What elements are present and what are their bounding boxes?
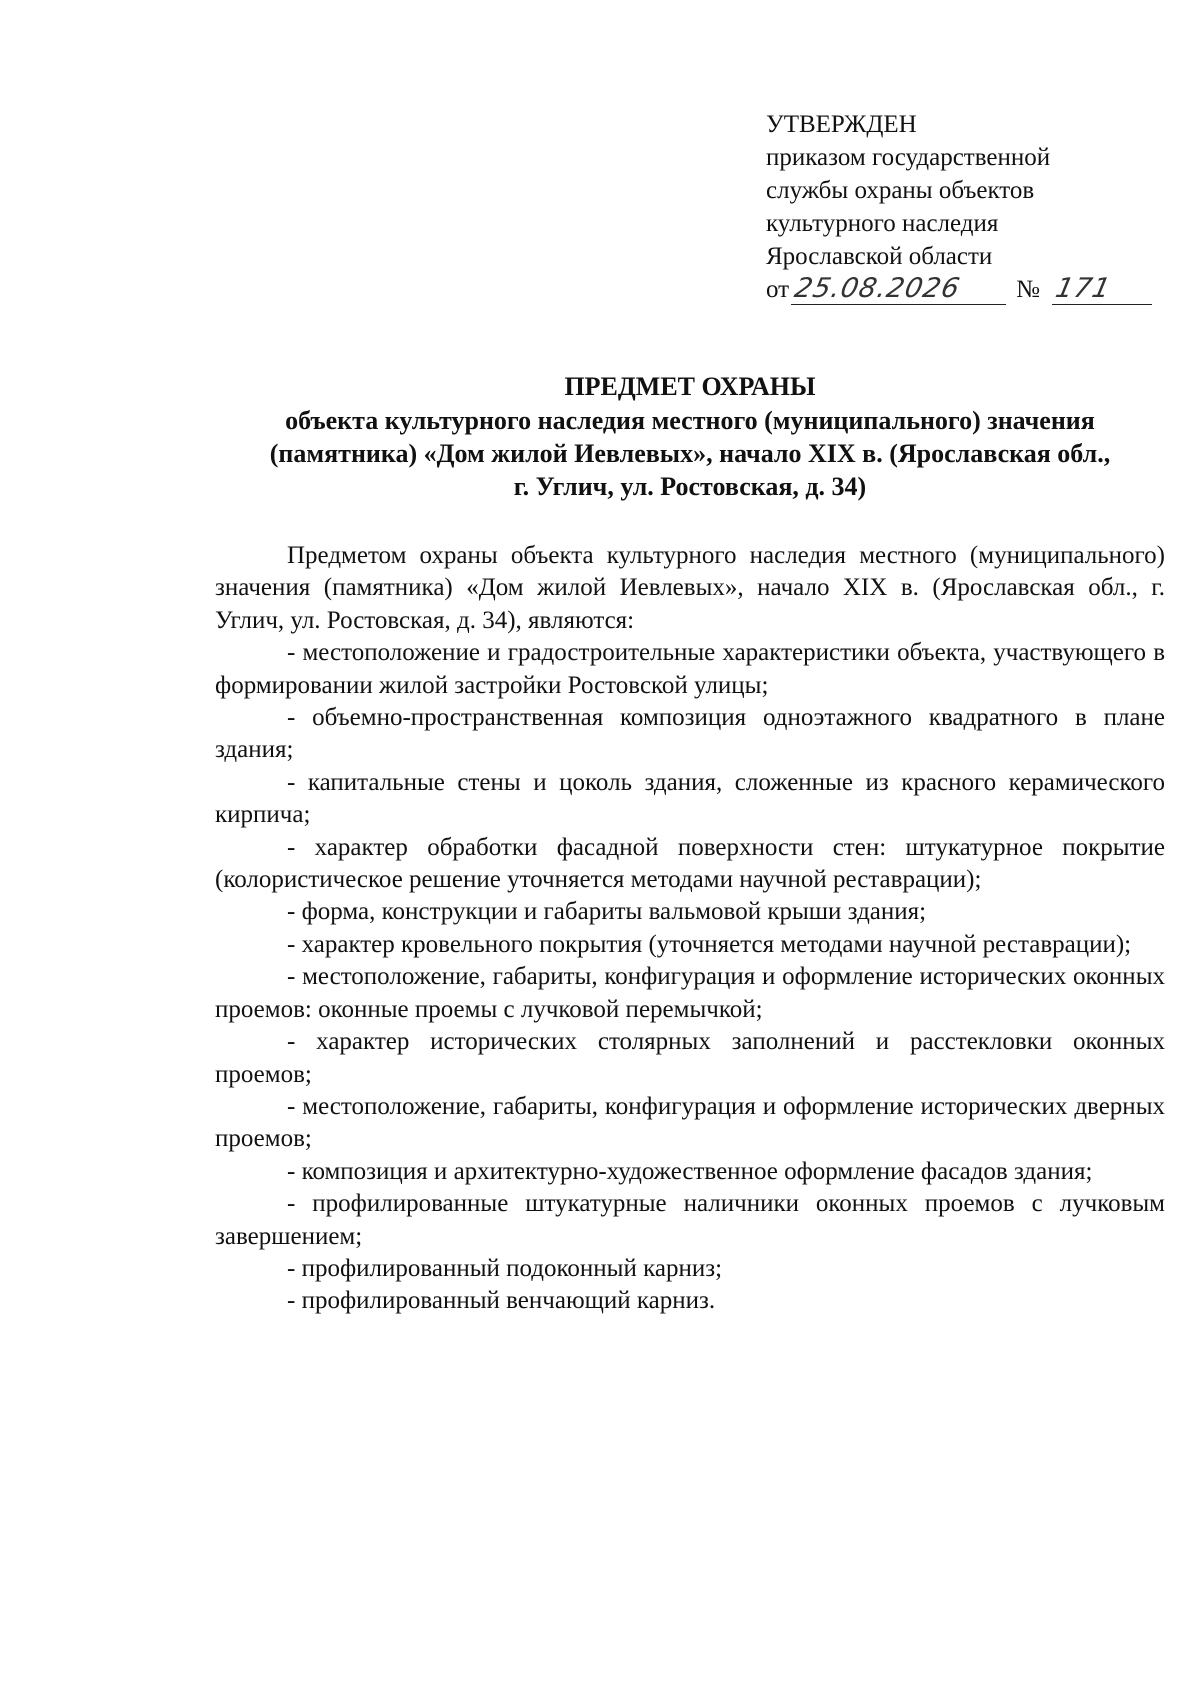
heading-title: ПРЕДМЕТ ОХРАНЫ [564, 372, 816, 401]
list-item: - характер обработки фасадной поверхности стен: штукатурное покрытие (колористическое решение уточняется методами научной реставрации); [215, 833, 1165, 894]
document-heading [215, 370, 1165, 503]
list-item: - местоположение, габариты, конфигурация и оформление исторических оконных проемов: оконные проемы с лучковой перемычкой; [215, 963, 1165, 1023]
list-item: - объемно-пространственная композиция одноэтажного квадратного в плане здания; [215, 704, 1165, 764]
approval-line: культурного наследия [766, 210, 999, 237]
number-prefix: № [1016, 276, 1040, 303]
order-date-field [791, 275, 1006, 305]
order-number-handwritten: 171 [1052, 273, 1114, 304]
approval-line: Ярославской области [766, 243, 993, 270]
list-item: - профилированный венчающий карниз. [287, 1287, 716, 1315]
list-item: - профилированные штукатурные наличники оконных проемов с лучковым завершением; [215, 1190, 1165, 1250]
document-body [215, 540, 1165, 1318]
list-item: - композиция и архитектурно-художественное оформление фасадов здания; [287, 1157, 1093, 1185]
list-item: - форма, конструкции и габариты вальмовой крыши здания; [287, 898, 927, 926]
list-item: - местоположение, габариты, конфигурация и оформление исторических дверных проемов; [215, 1092, 1165, 1153]
list-item: - местоположение и градостроительные характеристики объекта, участвующего в формировании жилой застройки Ростовской улицы; [215, 639, 1165, 699]
heading-subtitle-line: г. Углич, ул. Ростовская, д. 34) [513, 472, 867, 501]
heading-subtitle-line: объекта культурного наследия местного (муниципального) значения [285, 406, 1095, 435]
approval-line: службы охраны объектов [766, 177, 1035, 204]
approval-block [766, 108, 1166, 306]
approval-line: приказом государственной [766, 144, 1051, 171]
list-item: - характер кровельного покрытия (уточняется методами научной реставрации); [287, 930, 1132, 958]
order-number-field [1052, 275, 1152, 305]
list-item: - профилированный подоконный карниз; [287, 1254, 723, 1282]
heading-subtitle-line: (памятника) «Дом жилой Иевлевых», начало XIX в. (Ярославская обл., [269, 439, 1111, 468]
list-item: - капитальные стены и цоколь здания, сложенные из красного керамического кирпича; [215, 768, 1165, 829]
order-date-handwritten: 25.08.2026 [791, 273, 964, 304]
approval-title: УТВЕРЖДЕН [766, 111, 917, 138]
list-item: - характер исторических столярных заполнений и расстекловки оконных проемов; [215, 1028, 1165, 1088]
order-date-number-line [766, 273, 1166, 306]
date-prefix: от [766, 276, 790, 303]
intro-paragraph: Предметом охраны объекта культурного наследия местного (муниципального) значения (памятника) «Дом жилой Иевлевых», начало XIX в. (Ярославская обл., г. Углич, ул. Ростовская, д. 34), являются: [215, 542, 1165, 634]
